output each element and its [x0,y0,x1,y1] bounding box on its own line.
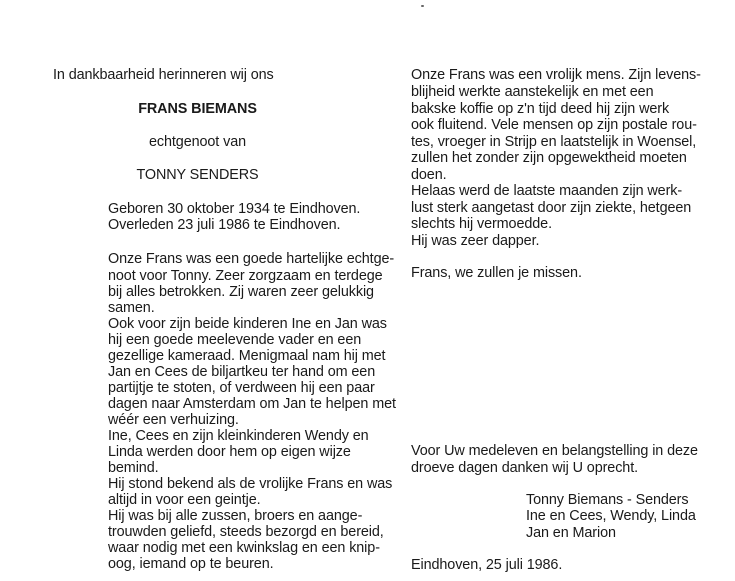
body-line: Jan en Cees de biljartkeu ter hand om een [108,364,376,380]
body-line: wéér een verhuizing. [108,412,239,428]
body-line: ook fluitend. Vele mensen op zijn postale rou- [411,117,697,133]
body-line: Ook voor zijn beide kinderen Ine en Jan was [108,316,387,332]
body-line: slechts hij vermoedde. [411,216,552,232]
body-line: bakske koffie op z'n tijd deed hij zijn werk [411,101,670,117]
thanks-line: Voor Uw medeleven en belangstelling in deze [411,443,698,459]
body-line: blijheid werkte aanstekelijk en met een [411,84,654,100]
body-line: Hij was zeer dapper. [411,233,540,249]
deceased-name: FRANS BIEMANS [138,101,257,117]
body-line: bij alles betrokken. Zij waren zeer gelukkig [108,284,374,300]
body-line: trouwden geliefd, steeds bezorgd en bereid, [108,524,384,540]
spouse-name: TONNY SENDERS [136,167,259,183]
body-line: doen. [411,167,447,183]
body-line: Linda werden door hem op eigen wijze [108,444,351,460]
relation-line: echtgenoot van [148,134,247,150]
farewell-line: Frans, we zullen je missen. [411,265,582,281]
body-line: Hij stond bekend als de vrolijke Frans en was [108,476,393,492]
family-signature: Ine en Cees, Wendy, Linda [526,508,696,524]
body-line: lust sterk aangetast door zijn ziekte, hetgeen [411,200,692,216]
body-line: bemind. [108,460,159,476]
intro-line: In dankbaarheid herinneren wij ons [53,67,274,83]
body-line: Hij was bij alle zussen, broers en aange- [108,508,363,524]
family-signature: Tonny Biemans - Senders [526,492,689,508]
body-line: gezellige kameraad. Menigmaal nam hij met [108,348,386,364]
print-speck [421,5,424,7]
family-signature: Jan en Marion [526,525,616,541]
body-line: partijtje te stoten, of verdween hij een paar [108,380,375,396]
body-line: oog, iemand op te beuren. [108,556,274,572]
body-line: tes, vroeger in Strijp en laatstelijk in Woensel, [411,134,697,150]
body-line: noot voor Tonny. Zeer zorgzaam en terdege [108,268,383,284]
body-line: zullen het zonder zijn opgewektheid moeten [411,150,687,166]
body-line: Helaas werd de laatste maanden zijn werk- [411,183,683,199]
body-line: samen. [108,300,155,316]
body-line: Ine, Cees en zijn kleinkinderen Wendy en [108,428,369,444]
body-line: dagen naar Amsterdam om Jan te helpen met [108,396,396,412]
body-line: Onze Frans was een vrolijk mens. Zijn levens- [411,67,701,83]
thanks-line: droeve dagen danken wij U oprecht. [411,460,638,476]
body-line: Onze Frans was een goede hartelijke echtge- [108,251,395,267]
body-line: altijd in voor een geintje. [108,492,261,508]
born-line: Geboren 30 oktober 1934 te Eindhoven. [108,201,361,217]
body-line: hij een goede meelevende vader en een [108,332,362,348]
died-line: Overleden 23 juli 1986 te Eindhoven. [108,217,341,233]
body-line: waar nodig met een kwinkslag en een knip- [108,540,380,556]
place-date: Eindhoven, 25 juli 1986. [411,557,563,573]
